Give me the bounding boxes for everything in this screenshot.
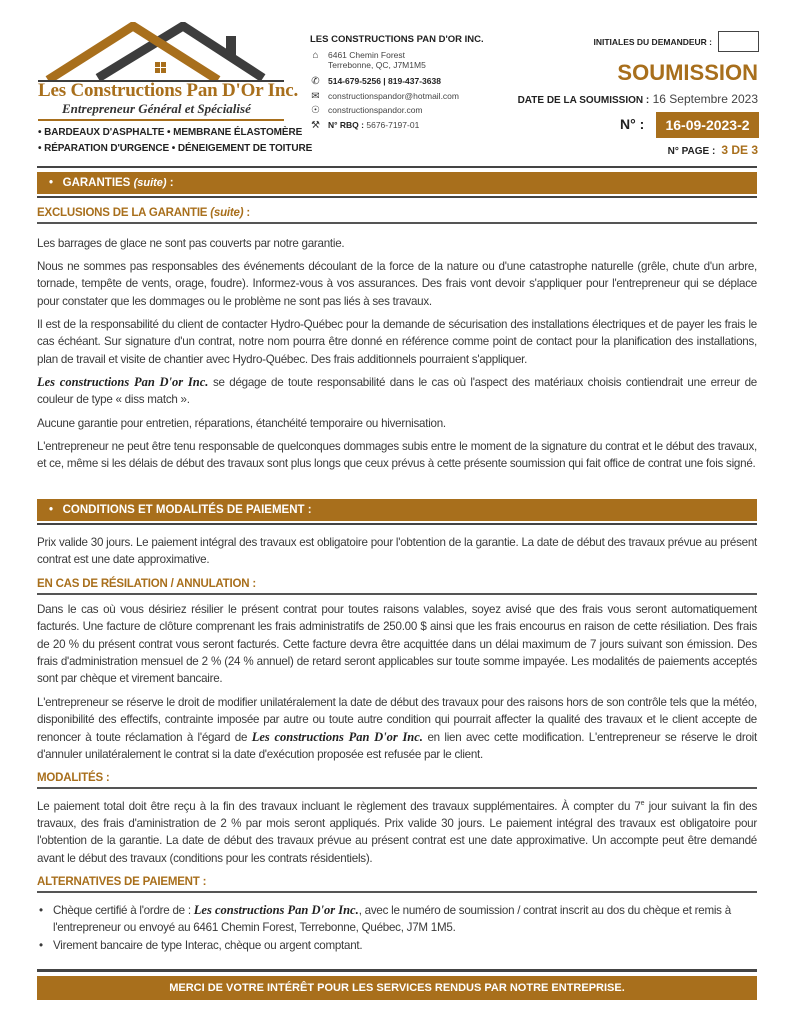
- heading-suite: (suite): [210, 207, 244, 219]
- heading-modalites: MODALITÉS :: [37, 772, 757, 789]
- paragraph: Nous ne sommes pas responsables des événements découlant de la force de la nature ou d'une catastrophe naturelle (grêle, chute d'un arbre, tornade, tempête de vents, orage, foudre). Informez-vous à vos assurances. Des frais vont devoir s'appliquer pour l'entrepreneur qui se déplace pour constater que les dommages ou le problème ne sont pas liés à ses travaux.: [37, 260, 757, 308]
- page-label: N° PAGE :: [667, 146, 716, 157]
- contact-web: [310, 105, 423, 116]
- initials-box[interactable]: [718, 31, 759, 52]
- list-text: , avec le numéro de soumission / contrat inscrit au dos du chèque et remis à l'entrepreneur ou envoyé au 6461 Chemin Forest, Terrebonne, Québec, J7M 1M5.: [53, 904, 731, 935]
- address-line-1: 6461 Chemin Forest: [328, 50, 406, 60]
- page-number: [668, 143, 758, 157]
- tools-icon: ⚒: [311, 120, 320, 131]
- heading-exclusions: [37, 207, 757, 224]
- colon: :: [169, 177, 174, 189]
- initials-label: INITIALES DU DEMANDEUR :: [593, 37, 712, 47]
- logo-roof-icon: [38, 22, 284, 82]
- contact-company-title: LES CONSTRUCTIONS PAN D'OR INC.: [310, 34, 484, 45]
- divider: [37, 523, 757, 525]
- colon: :: [246, 207, 251, 219]
- contact-rbq: [310, 120, 419, 131]
- section-title: CONDITIONS ET MODALITÉS DE PAIEMENT :: [62, 504, 312, 516]
- paragraph: [37, 694, 757, 763]
- logo-company-name: Les Constructions Pan D'Or Inc.: [38, 80, 298, 101]
- paragraph: Prix valide 30 jours. Le paiement intégral des travaux est obligatoire pour l'obtention de la garantie. La date de début des travaux prévue au présent contrat est une date approximative.: [37, 536, 757, 567]
- phone-text: 514-679-5256 | 819-437-3638: [328, 76, 441, 86]
- paragraph: Aucune garantie pour entretien, réparations, étanchéité temporaire ou hivernisation.: [37, 417, 446, 430]
- document-title: SOUMISSION: [617, 60, 758, 85]
- paragraph-text: L'entrepreneur se réserve le droit de modifier unilatéralement la date de début des travaux pour des raisons hors de son contrôle tels que la météo, disponibilité des effectifs, contrainte imposée par autre ou toute autre condition qui pourrait affecter la qualité des travaux et le client accepte de renoncer à toute réclamation à l'égard de: [37, 696, 757, 744]
- paragraph-text: jour suivant la fin des travaux, des frais d'aministration de 2 % par mois seront appliqués. Prix valide 30 jours. Le paiement intégral des travaux est obligatoire pour l'obtention de la garantie. La date de début des travaux prévue au présent contrat est une date approximative. Un accompte peut être demandé avant le début des travaux (conditions pour les contrats résidentiels).: [37, 799, 758, 865]
- paragraph: Il est de la responsabilité du client de contacter Hydro-Québec pour la demande de sécurisation des installations électriques et de payer les frais le cas échéant. Sur signature d'un contrat, notre nom pourra être donné en référence comme point de contact pour la planification des installations, plan de travail et visite de chantier avec Hydro-Québec. Des frais additionnels pourraient s'appliquer.: [37, 318, 757, 366]
- globe-icon: ☉: [311, 105, 320, 116]
- paragraph: Dans le cas où vous désiriez résilier le présent contrat pour toutes raisons valables, soyez avisé que des frais vous seront automatiquement facturés. Une facture de clôture comprenant les frais administratifs de 250.00 $ ainsi que les frais encourus en raison de cette résiliation. Des frais de 20 % du présent contrat vous seront facturés. Cette facture devra être acquittée dans un délai maximum de 7 jours suivant son émission. Des frais d'administration mensuel de 2 % (24 % annuel) de retard seront applicables sur toute somme impayée. Les modalités de paiements acceptés sont par chèque et virement bancaire.: [37, 603, 757, 686]
- services-line-1: • BARDEAUX D'ASPHALTE • MEMBRANE ÉLASTOMÈRE: [38, 127, 303, 138]
- section-title: GARANTIES: [62, 177, 131, 189]
- home-icon: ⌂: [312, 50, 319, 61]
- divider: [37, 196, 757, 198]
- page-value: 3 DE 3: [721, 143, 758, 157]
- footer-bar: MERCI DE VOTRE INTÉRÊT POUR LES SERVICES RENDUS PAR NOTRE ENTREPRISE.: [37, 976, 757, 1000]
- heading-alternatives: ALTERNATIVES DE PAIEMENT :: [37, 876, 757, 893]
- contact-email: [310, 91, 459, 102]
- list-item: • Virement bancaire de type Interac, chèque ou argent comptant.: [37, 937, 757, 954]
- section-bar-garanties: • GARANTIES (suite) :: [37, 172, 757, 194]
- submission-date: [518, 92, 758, 106]
- rbq-label: N° RBQ :: [328, 120, 364, 130]
- list-item: [37, 902, 757, 937]
- paragraph: L'entrepreneur ne peut être tenu responsable de quelconques dommages subis entre le moment de la signature du contrat et le début des travaux, et ce, même si les délais de début des travaux sont plus longs que ceux prévus à cette présente soumission qui fait office de contrat une fois signé.: [37, 440, 757, 471]
- superscript: e: [640, 800, 645, 807]
- contact-phone: [310, 76, 441, 87]
- paragraph-text: en lien avec cette modification. L'entrepreneur se réserve le droit d'annuler unilatéralement le contrat si la date d'exécution proposée est refusée par le client.: [37, 730, 757, 761]
- date-value: 16 Septembre 2023: [652, 92, 758, 106]
- heading-resiliation: EN CAS DE RÉSILATION / ANNULATION :: [37, 578, 757, 595]
- web-text: constructionspandor.com: [328, 105, 423, 115]
- company-name: Les constructions Pan D'or Inc.: [251, 729, 423, 744]
- phone-icon: ✆: [311, 76, 320, 87]
- heading-text: EXCLUSIONS DE LA GARANTIE: [37, 207, 208, 219]
- contact-address: [310, 50, 426, 70]
- section-bar-conditions: • CONDITIONS ET MODALITÉS DE PAIEMENT :: [37, 499, 757, 521]
- number-label: N° :: [620, 116, 645, 132]
- paragraph-text: Le paiement total doit être reçu à la fin des travaux incluant le règlement des travaux supplémentaires. À compter du 7: [37, 799, 641, 813]
- paragraph: [37, 374, 757, 409]
- paragraph: Les barrages de glace ne sont pas couverts par notre garantie.: [37, 237, 345, 250]
- divider: [37, 969, 757, 972]
- list-text: Chèque certifié à l'ordre de :: [53, 904, 194, 917]
- logo-tagline: Entrepreneur Général et Spécialisé: [62, 101, 251, 116]
- logo-divider: [38, 119, 284, 121]
- rbq-number: 5676-7197-01: [366, 120, 420, 130]
- paragraph: [37, 795, 757, 867]
- paragraph-text: se dégage de toute responsabilité dans le cas où l'aspect des matériaux choisis contiendrait une erreur de couleur de type « diss match ».: [37, 376, 757, 407]
- company-name: Les constructions Pan D'or Inc.: [193, 903, 359, 917]
- services-line-2: • RÉPARATION D'URGENCE • DÉNEIGEMENT DE TOITURE: [38, 143, 313, 154]
- email-text: constructionspandor@hotmail.com: [328, 91, 459, 101]
- address-line-2: Terrebonne, QC, J7M1M5: [328, 60, 426, 70]
- submission-number: 16-09-2023-2: [656, 112, 759, 138]
- mail-icon: ✉: [311, 91, 320, 102]
- company-name: Les constructions Pan D'or Inc.: [37, 375, 209, 389]
- date-label: DATE DE LA SOUMISSION :: [517, 95, 650, 106]
- section-suite: (suite): [133, 177, 167, 189]
- divider: [37, 166, 757, 168]
